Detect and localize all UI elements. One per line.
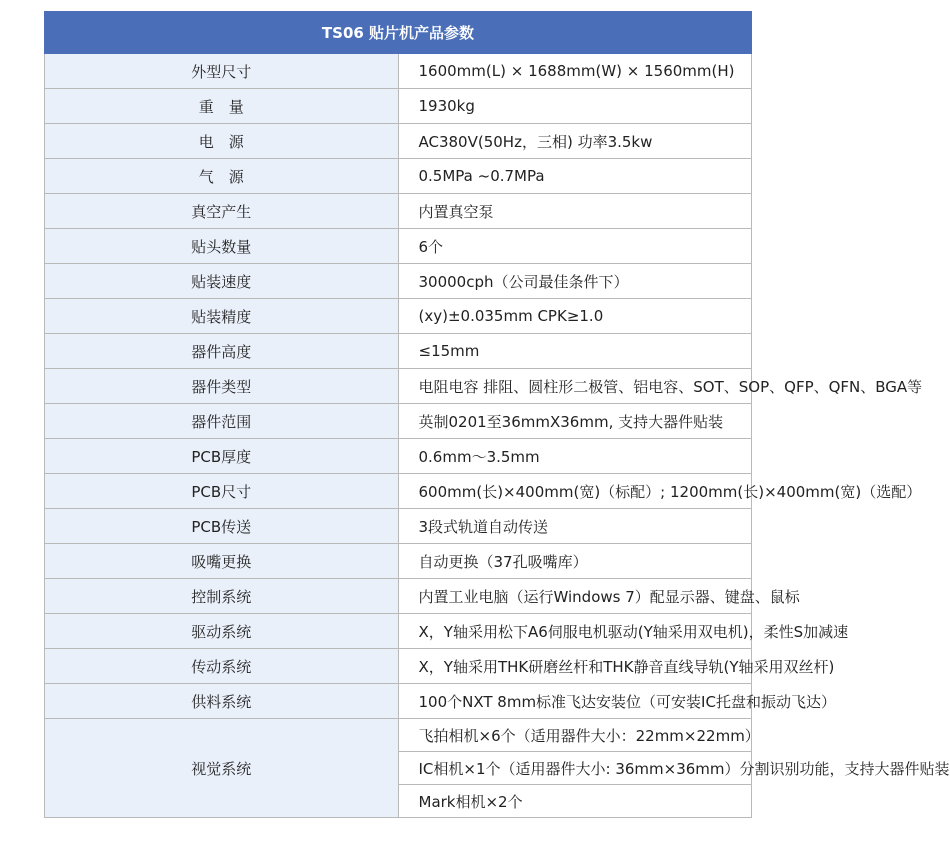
- row-label: 器件范围: [45, 404, 399, 439]
- row-value: 电阻电容 排阻、圆柱形二极管、铝电容、SOT、SOP、QFP、QFN、BGA等: [398, 369, 752, 404]
- row-label: PCB传送: [45, 509, 399, 544]
- row-value: 6个: [398, 229, 752, 264]
- row-value: 0.6mm～3.5mm: [398, 439, 752, 474]
- row-label: 供料系统: [45, 684, 399, 719]
- row-label: 重 量: [45, 89, 399, 124]
- row-label: 外型尺寸: [45, 54, 399, 89]
- row-label: 器件类型: [45, 369, 399, 404]
- row-label: PCB尺寸: [45, 474, 399, 509]
- table-row: [45, 614, 752, 649]
- table-row: [45, 684, 752, 719]
- vision-value: Mark相机×2个: [398, 785, 752, 818]
- row-label: 传动系统: [45, 649, 399, 684]
- table-row: [45, 719, 752, 752]
- row-label: 真空产生: [45, 194, 399, 229]
- vision-value: 飞拍相机×6个（适用器件大小：22mm×22mm）: [398, 719, 752, 752]
- table-row: [45, 404, 752, 439]
- row-value: 100个NXT 8mm标准飞达安装位（可安装IC托盘和振动飞达）: [398, 684, 752, 719]
- table-title: TS06 贴片机产品参数: [45, 12, 752, 54]
- row-value: X，Y轴采用松下A6伺服电机驱动(Y轴采用双电机)，柔性S加减速: [398, 614, 752, 649]
- row-value: 英制0201至36mmX36mm, 支持大器件贴装: [398, 404, 752, 439]
- table-row: [45, 89, 752, 124]
- row-value: AC380V(50Hz，三相) 功率3.5kw: [398, 124, 752, 159]
- table-row: [45, 474, 752, 509]
- row-value: (xy)±0.035mm CPK≥1.0: [398, 299, 752, 334]
- row-value: 内置工业电脑（运行Windows 7）配显示器、键盘、鼠标: [398, 579, 752, 614]
- table-row: [45, 579, 752, 614]
- table-row: [45, 509, 752, 544]
- row-value: 1930kg: [398, 89, 752, 124]
- row-label: 气 源: [45, 159, 399, 194]
- row-value: X，Y轴采用THK研磨丝杆和THK静音直线导轨(Y轴采用双丝杆): [398, 649, 752, 684]
- row-value: 30000cph（公司最佳条件下）: [398, 264, 752, 299]
- spec-table: [44, 11, 950, 818]
- table-row: [45, 299, 752, 334]
- table-row: [45, 229, 752, 264]
- vision-value: IC相机×1个（适用器件大小: 36mm×36mm）分割识别功能，支持大器件贴装: [398, 752, 752, 785]
- table-row: [45, 264, 752, 299]
- row-value: ≤15mm: [398, 334, 752, 369]
- row-value: 自动更换（37孔吸嘴库）: [398, 544, 752, 579]
- vision-label: 视觉系统: [45, 719, 399, 818]
- table-row: [45, 334, 752, 369]
- row-label: 电 源: [45, 124, 399, 159]
- table-row: [45, 439, 752, 474]
- row-label: 器件高度: [45, 334, 399, 369]
- table-row: [45, 159, 752, 194]
- row-value: 1600mm(L) × 1688mm(W) × 1560mm(H): [398, 54, 752, 89]
- table-row: [45, 194, 752, 229]
- table-row: [45, 544, 752, 579]
- table-row: [45, 649, 752, 684]
- row-value: 内置真空泵: [398, 194, 752, 229]
- row-label: 贴头数量: [45, 229, 399, 264]
- row-label: 贴装精度: [45, 299, 399, 334]
- table-row: [45, 369, 752, 404]
- row-value: 0.5MPa ~0.7MPa: [398, 159, 752, 194]
- row-label: 控制系统: [45, 579, 399, 614]
- row-label: 吸嘴更换: [45, 544, 399, 579]
- row-value: 600mm(长)×400mm(宽)（标配）; 1200mm(长)×400mm(宽)（选配）: [398, 474, 752, 509]
- table-row: [45, 124, 752, 159]
- row-label: 驱动系统: [45, 614, 399, 649]
- table-row: [45, 54, 752, 89]
- row-label: 贴装速度: [45, 264, 399, 299]
- row-value: 3段式轨道自动传送: [398, 509, 752, 544]
- title-row: [45, 12, 752, 54]
- row-label: PCB厚度: [45, 439, 399, 474]
